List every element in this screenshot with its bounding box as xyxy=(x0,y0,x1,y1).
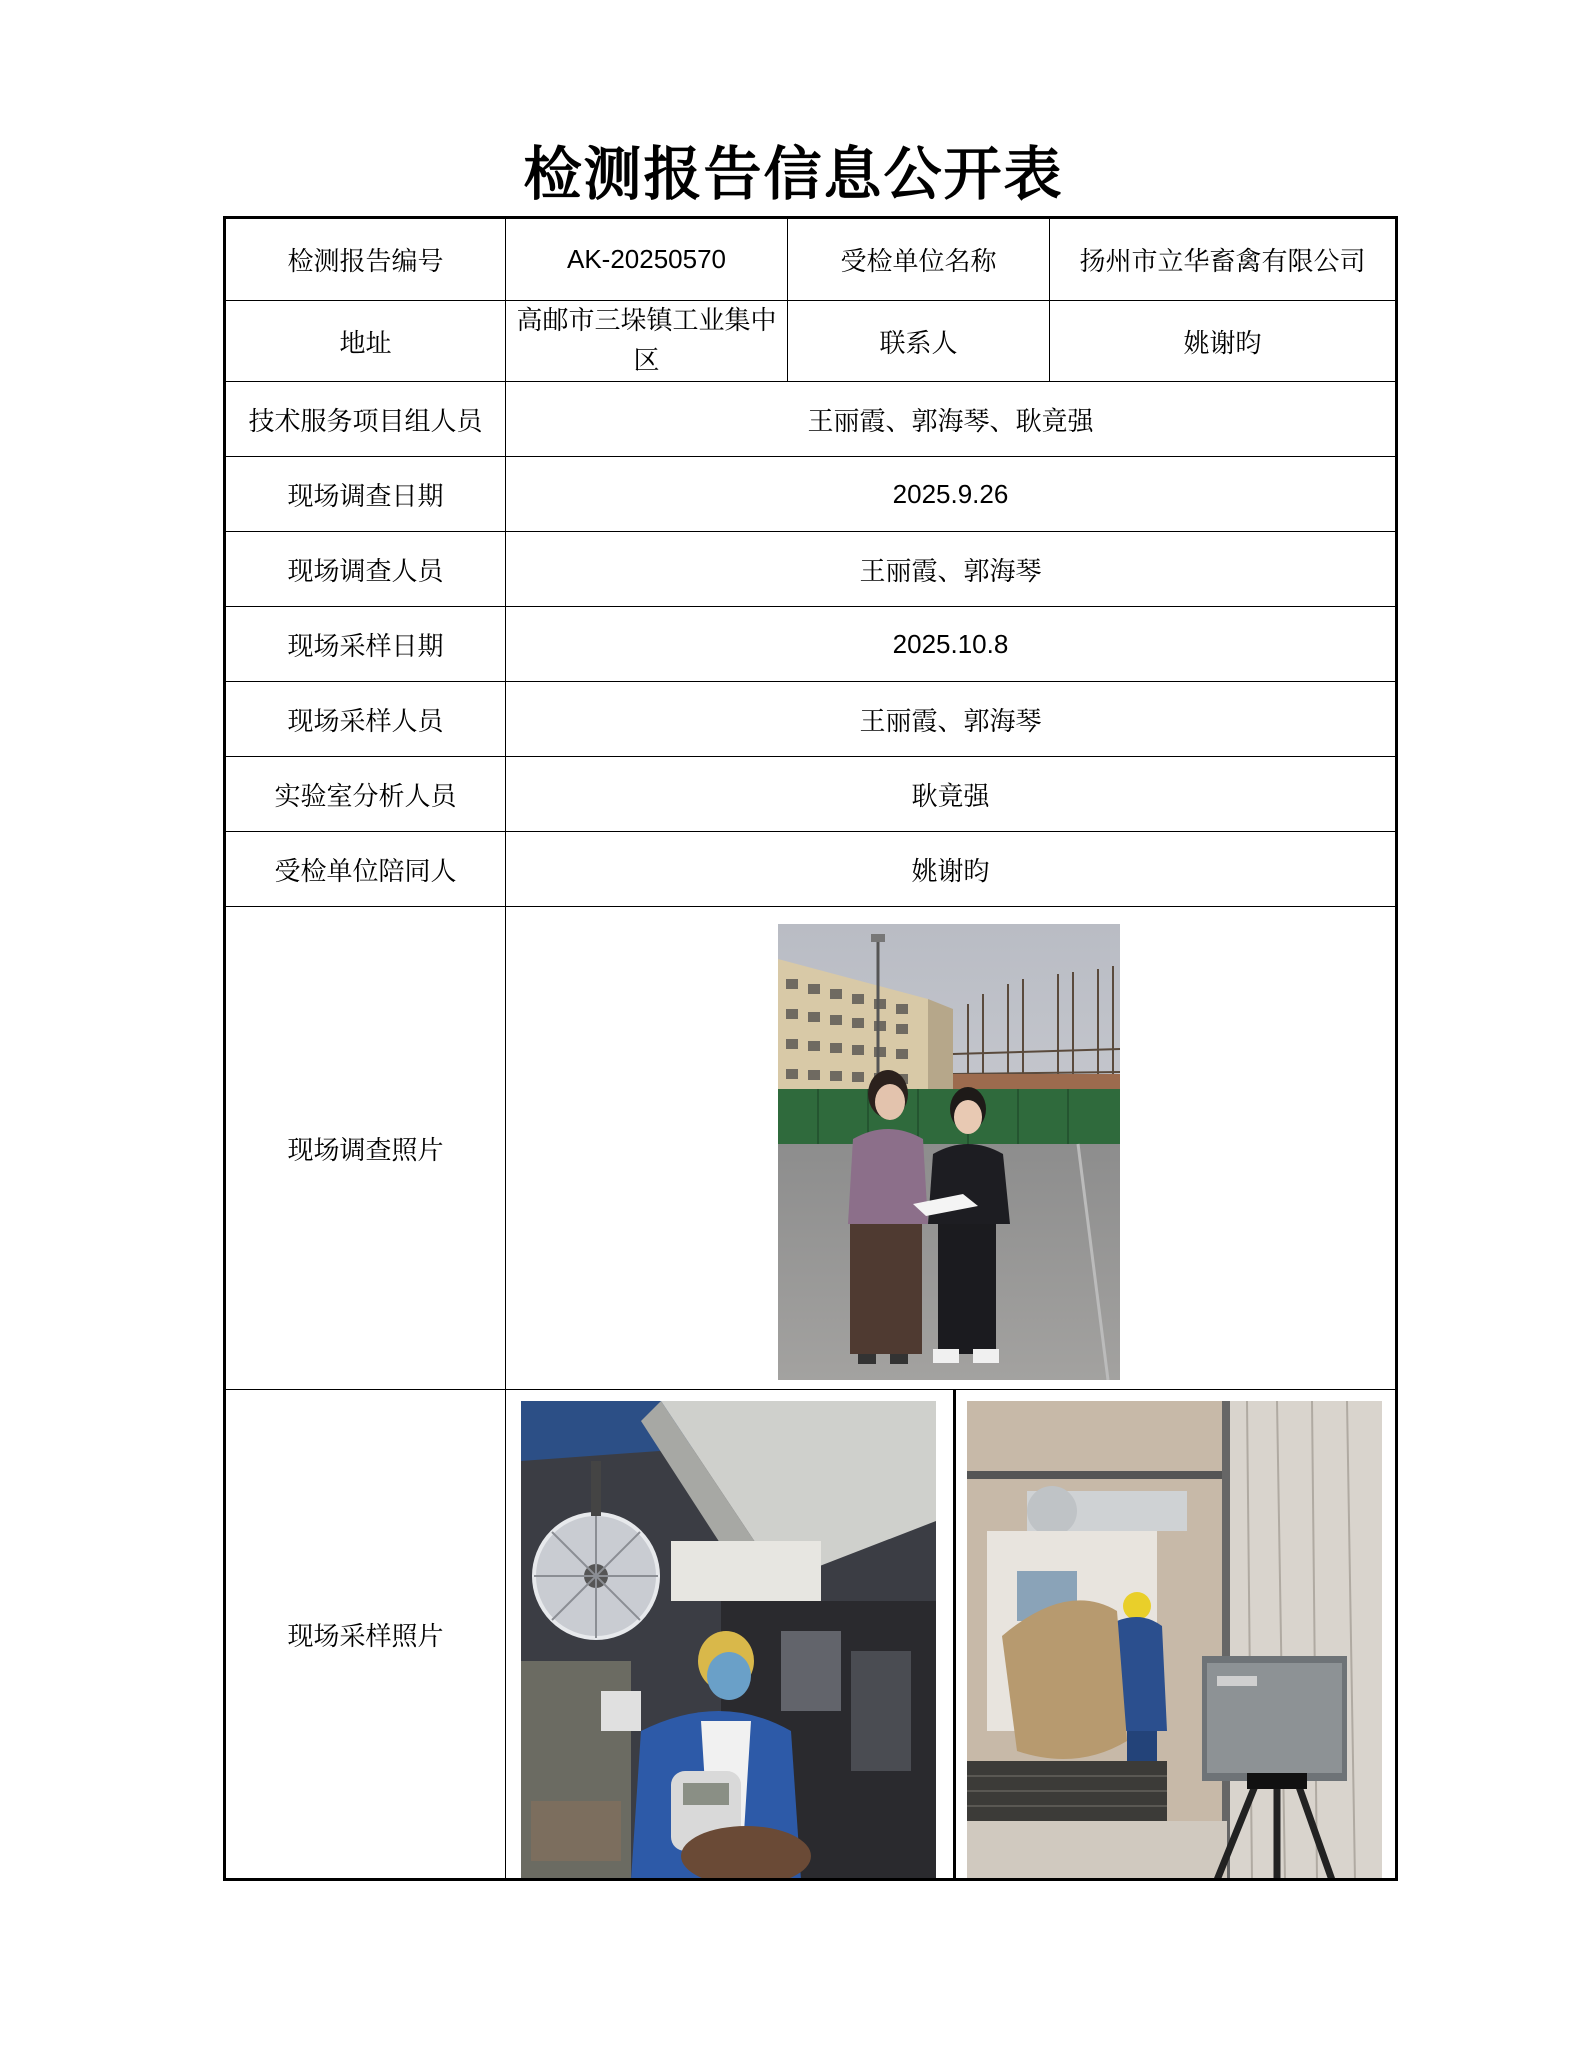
survey-photo-cell xyxy=(506,907,1397,1390)
survey-staff-value: 王丽霞、郭海琴 xyxy=(506,532,1397,607)
photo-divider xyxy=(953,1390,956,1878)
sampling-photo-cell xyxy=(506,1390,1397,1880)
inspected-unit-value: 扬州市立华畜禽有限公司 xyxy=(1050,218,1397,301)
table-row xyxy=(225,532,1397,607)
survey-photo-label: 现场调查照片 xyxy=(225,907,506,1390)
contact-label: 联系人 xyxy=(788,301,1050,382)
table-row xyxy=(225,757,1397,832)
escort-label: 受检单位陪同人 xyxy=(225,832,506,907)
survey-date-value: 2025.9.26 xyxy=(506,457,1397,532)
table-row xyxy=(225,607,1397,682)
address-value: 高邮市三垛镇工业集中区 xyxy=(506,301,788,382)
table-row xyxy=(225,382,1397,457)
table-row xyxy=(225,218,1397,301)
inspected-unit-label: 受检单位名称 xyxy=(788,218,1050,301)
sampling-photo-2 xyxy=(967,1401,1382,1880)
sampling-staff-label: 现场采样人员 xyxy=(225,682,506,757)
survey-staff-label: 现场调查人员 xyxy=(225,532,506,607)
survey-date-label: 现场调查日期 xyxy=(225,457,506,532)
lab-analyst-value: 耿竟强 xyxy=(506,757,1397,832)
table-row xyxy=(225,907,1397,1390)
table-row xyxy=(225,682,1397,757)
report-number-value: AK-20250570 xyxy=(506,218,788,301)
lab-analyst-label: 实验室分析人员 xyxy=(225,757,506,832)
sampling-staff-value: 王丽霞、郭海琴 xyxy=(506,682,1397,757)
document-title: 检测报告信息公开表 xyxy=(523,140,1064,208)
table-row xyxy=(225,301,1397,382)
report-info-table xyxy=(223,216,1398,1881)
address-label: 地址 xyxy=(225,301,506,382)
sampling-date-value: 2025.10.8 xyxy=(506,607,1397,682)
report-number-label: 检测报告编号 xyxy=(225,218,506,301)
contact-value: 姚谢昀 xyxy=(1050,301,1397,382)
table-row xyxy=(225,832,1397,907)
escort-value: 姚谢昀 xyxy=(506,832,1397,907)
sampling-date-label: 现场采样日期 xyxy=(225,607,506,682)
sampling-photo-1 xyxy=(521,1401,936,1880)
sampling-photo-label: 现场采样照片 xyxy=(225,1390,506,1880)
project-team-label: 技术服务项目组人员 xyxy=(225,382,506,457)
survey-photo xyxy=(778,924,1120,1380)
project-team-value: 王丽霞、郭海琴、耿竟强 xyxy=(506,382,1397,457)
table-row xyxy=(225,457,1397,532)
table-row xyxy=(225,1390,1397,1880)
